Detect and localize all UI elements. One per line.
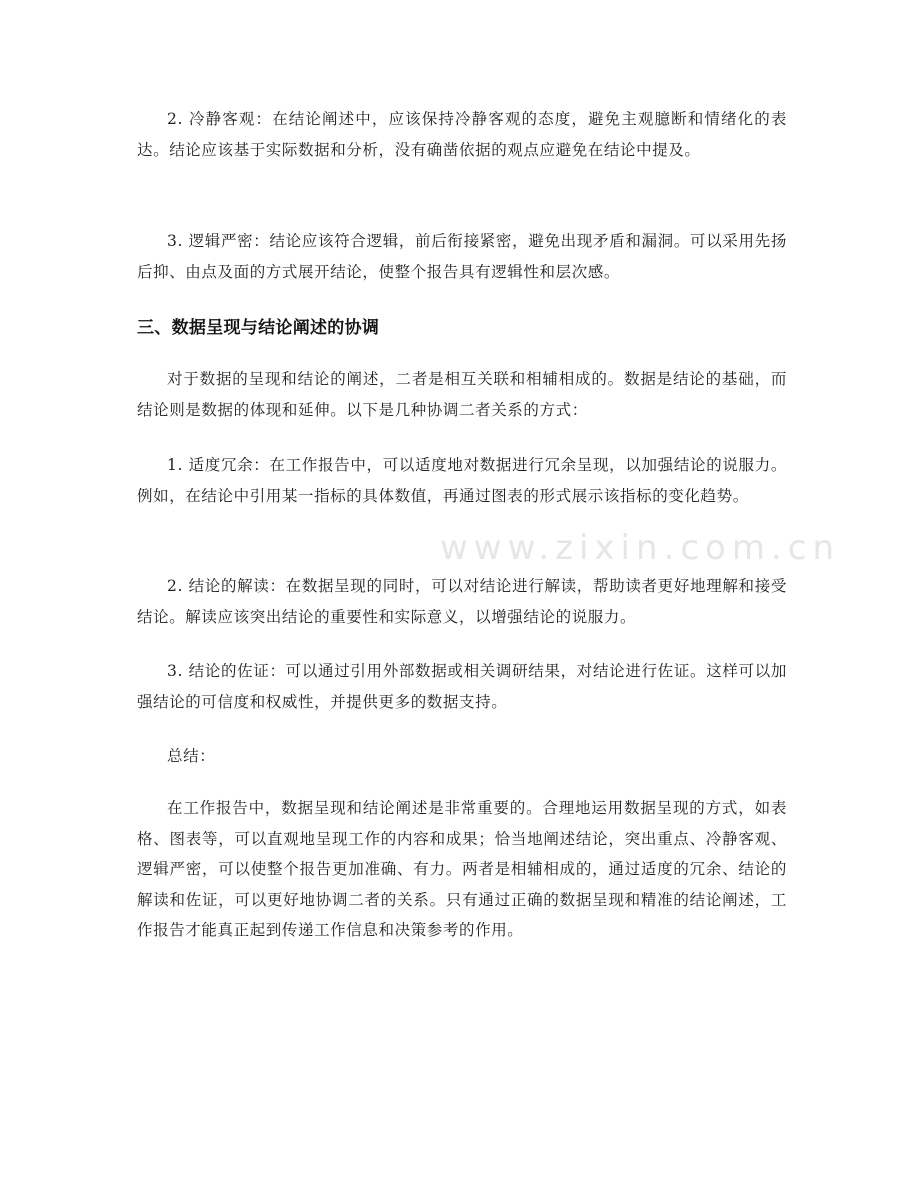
paragraph-logic-rigor: 3. 逻辑严密：结论应该符合逻辑，前后衔接紧密，避免出现矛盾和漏洞。可以采用先扬后抑、由点及面的方式展开结论，使整个报告具有逻辑性和层次感。: [137, 232, 787, 281]
paragraph-coordination-intro: 对于数据的呈现和结论的阐述，二者是相互关联和相辅相成的。数据是结论的基础，而结论则是数据的体现和延伸。以下是几种协调二者关系的方式：: [137, 370, 787, 419]
paragraph-summary: 在工作报告中，数据呈现和结论阐述是非常重要的。合理地运用数据呈现的方式，如表格、图表等，可以直观地呈现工作的内容和成果；恰当地阐述结论，突出重点、冷静客观、逻辑严密，可以使整个报告更加准确、有力。两者是相辅相成的，通过适度的冗余、结论的解读和佐证，可以更好地协调二者的关系。只有通过正确的数据呈现和精准的结论阐述，工作报告才能真正起到传递工作信息和决策参考的作用。: [137, 799, 787, 939]
paragraph-conclusion-interpretation: 2. 结论的解读：在数据呈现的同时，可以对结论进行解读，帮助读者更好地理解和接受结论。解读应该突出结论的重要性和实际意义，以增强结论的说服力。: [137, 577, 787, 626]
paragraph-conclusion-evidence: 3. 结论的佐证：可以通过引用外部数据或相关调研结果，对结论进行佐证。这样可以加强结论的可信度和权威性，并提供更多的数据支持。: [137, 662, 787, 711]
section-heading: 三、数据呈现与结论阐述的协调: [137, 318, 380, 338]
paragraph-calm-objective: 2. 冷静客观：在结论阐述中，应该保持冷静客观的态度，避免主观臆断和情绪化的表达。结论应该基于实际数据和分析，没有确凿依据的观点应避免在结论中提及。: [137, 110, 787, 159]
paragraph-moderate-redundancy: 1. 适度冗余：在工作报告中，可以适度地对数据进行冗余呈现，以加强结论的说服力。例如，在结论中引用某一指标的具体数值，再通过图表的形式展示该指标的变化趋势。: [137, 456, 787, 505]
watermark: www.zixin.com.cn: [440, 528, 840, 568]
summary-label: 总结：: [167, 747, 216, 765]
